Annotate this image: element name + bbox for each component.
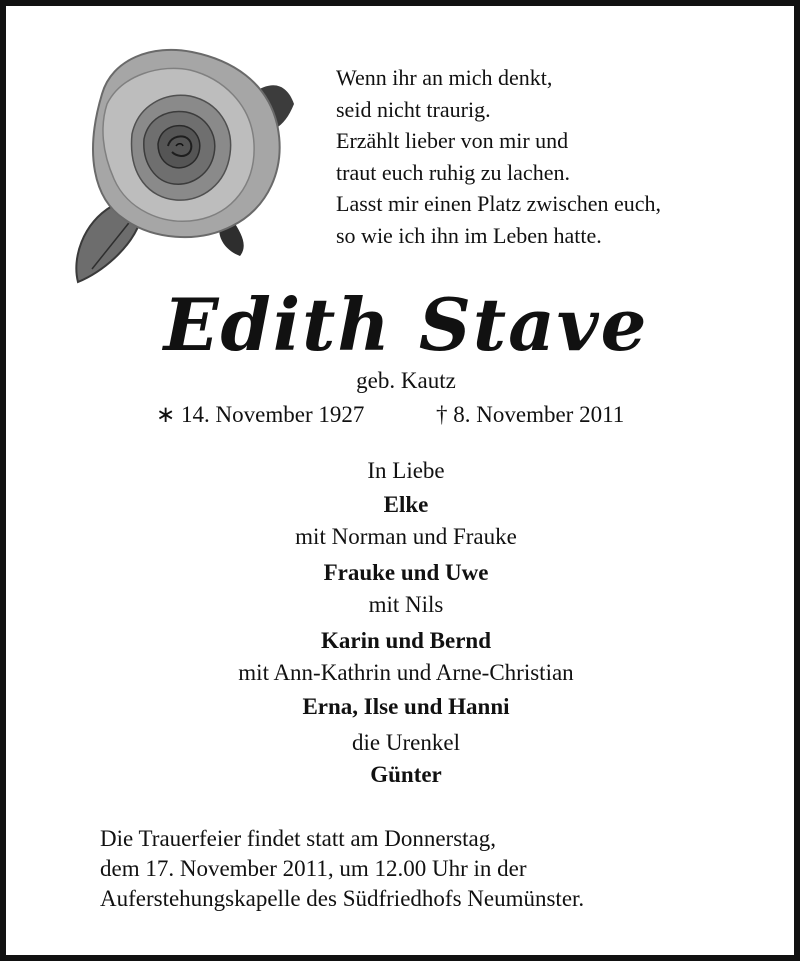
poem-line: Erzählt lieber von mir und [336,128,569,153]
poem-line: so wie ich ihn im Leben hatte. [336,222,602,248]
mourner-name: Erna, Ilse und Hanni [302,694,510,719]
mourner-detail: mit Ann-Kathrin und Arne-Christian [238,660,574,685]
mourner-detail: mit Nils [368,592,444,617]
mourner-name: Frauke und Uwe [323,560,489,585]
maiden-name: geb. Kautz [356,368,456,393]
poem [336,62,776,251]
funeral-line: dem 17. November 2011, um 12.00 Uhr in der [100,856,527,881]
mourner-name: Karin und Bernd [321,628,491,653]
funeral-notice [100,824,780,914]
poem-line: Lasst mir einen Platz zwischen euch, [336,191,662,216]
birth-date: ∗ 14. November 1927 [156,402,365,427]
mourner-detail: die Urenkel [352,730,460,755]
poem-line: traut euch ruhig zu lachen. [336,159,570,185]
funeral-line: Die Trauerfeier findet statt am Donnerstag, [100,826,496,851]
rose-icon [72,34,296,284]
mourner-name: Günter [370,762,442,787]
mourner-name: Elke [383,492,429,517]
mourners-intro: In Liebe [367,458,445,483]
poem-line: seid nicht traurig. [336,96,491,122]
deceased-name: Edith Stave [163,282,649,367]
poem-line: Wenn ihr an mich denkt, [336,65,553,90]
funeral-line: Auferstehungskapelle des Südfriedhofs Neumünster. [100,886,585,911]
mourner-detail: mit Norman und Frauke [295,524,517,549]
death-date: † 8. November 2011 [436,402,625,427]
